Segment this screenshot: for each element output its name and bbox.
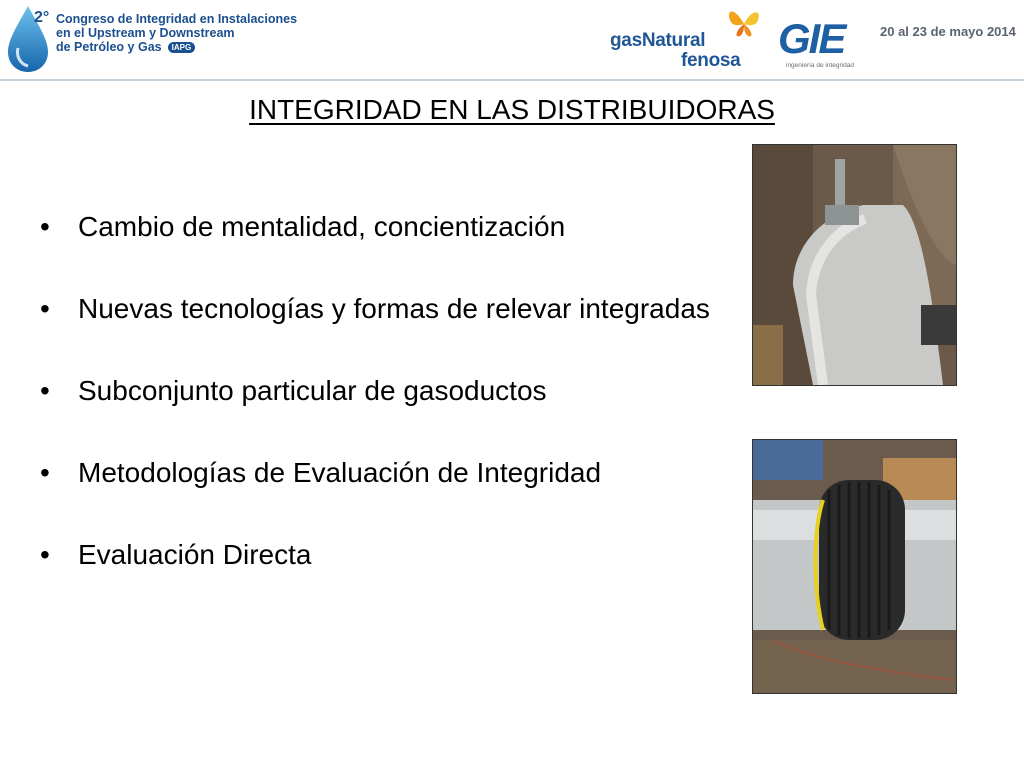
ultrasonic-ring-photo: [752, 439, 957, 694]
congress-line-2: en el Upstream y Downstream: [56, 26, 235, 40]
congress-name: [56, 12, 297, 54]
bullet-dot: •: [40, 211, 50, 242]
fenosa-logo-text: fenosa: [681, 50, 741, 71]
bullet-text: Cambio de mentalidad, concientización: [78, 211, 566, 242]
bullet-dot: •: [40, 457, 50, 488]
bullet-item: [40, 208, 730, 246]
pipeline-inspection-photo: [752, 144, 957, 386]
butterfly-logo-icon: [724, 4, 764, 40]
bullet-dot: •: [40, 539, 50, 570]
header-divider: [0, 79, 1024, 81]
bullet-dot: •: [40, 293, 50, 324]
gas-natural-logo-text: gasNatural: [610, 30, 706, 51]
gie-subtitle: ingeniería de integridad: [786, 62, 854, 69]
pipeline-trench-image: [753, 145, 956, 385]
bullet-text: Nuevas tecnologías y formas de relevar integradas: [78, 293, 710, 324]
bullet-text: Subconjunto particular de gasoductos: [78, 375, 547, 406]
iapg-badge: IAPG: [168, 42, 196, 53]
congress-line-3-text: de Petróleo y Gas: [56, 40, 162, 54]
water-drop-logo-icon: [4, 2, 52, 74]
congress-number: 2°: [34, 9, 50, 26]
pipe-sensor-ring-image: [753, 440, 956, 693]
slide-title: INTEGRIDAD EN LAS DISTRIBUIDORAS: [249, 94, 775, 125]
congress-line-3: [56, 40, 297, 54]
bullet-item: [40, 536, 730, 574]
bullet-dot: •: [40, 375, 50, 406]
gie-logo: GIE: [778, 15, 845, 62]
bullet-text: Evaluación Directa: [78, 539, 312, 570]
bullet-list: [40, 208, 730, 618]
bullet-item: [40, 454, 730, 492]
bullet-item: [40, 290, 730, 328]
bullet-item: [40, 372, 730, 410]
bullet-text: Metodologías de Evaluación de Integridad: [78, 457, 602, 488]
slide-header: [0, 0, 1024, 80]
congress-line-1: Congreso de Integridad en Instalaciones: [56, 12, 298, 26]
event-date: 20 al 23 de mayo 2014: [880, 24, 1016, 39]
